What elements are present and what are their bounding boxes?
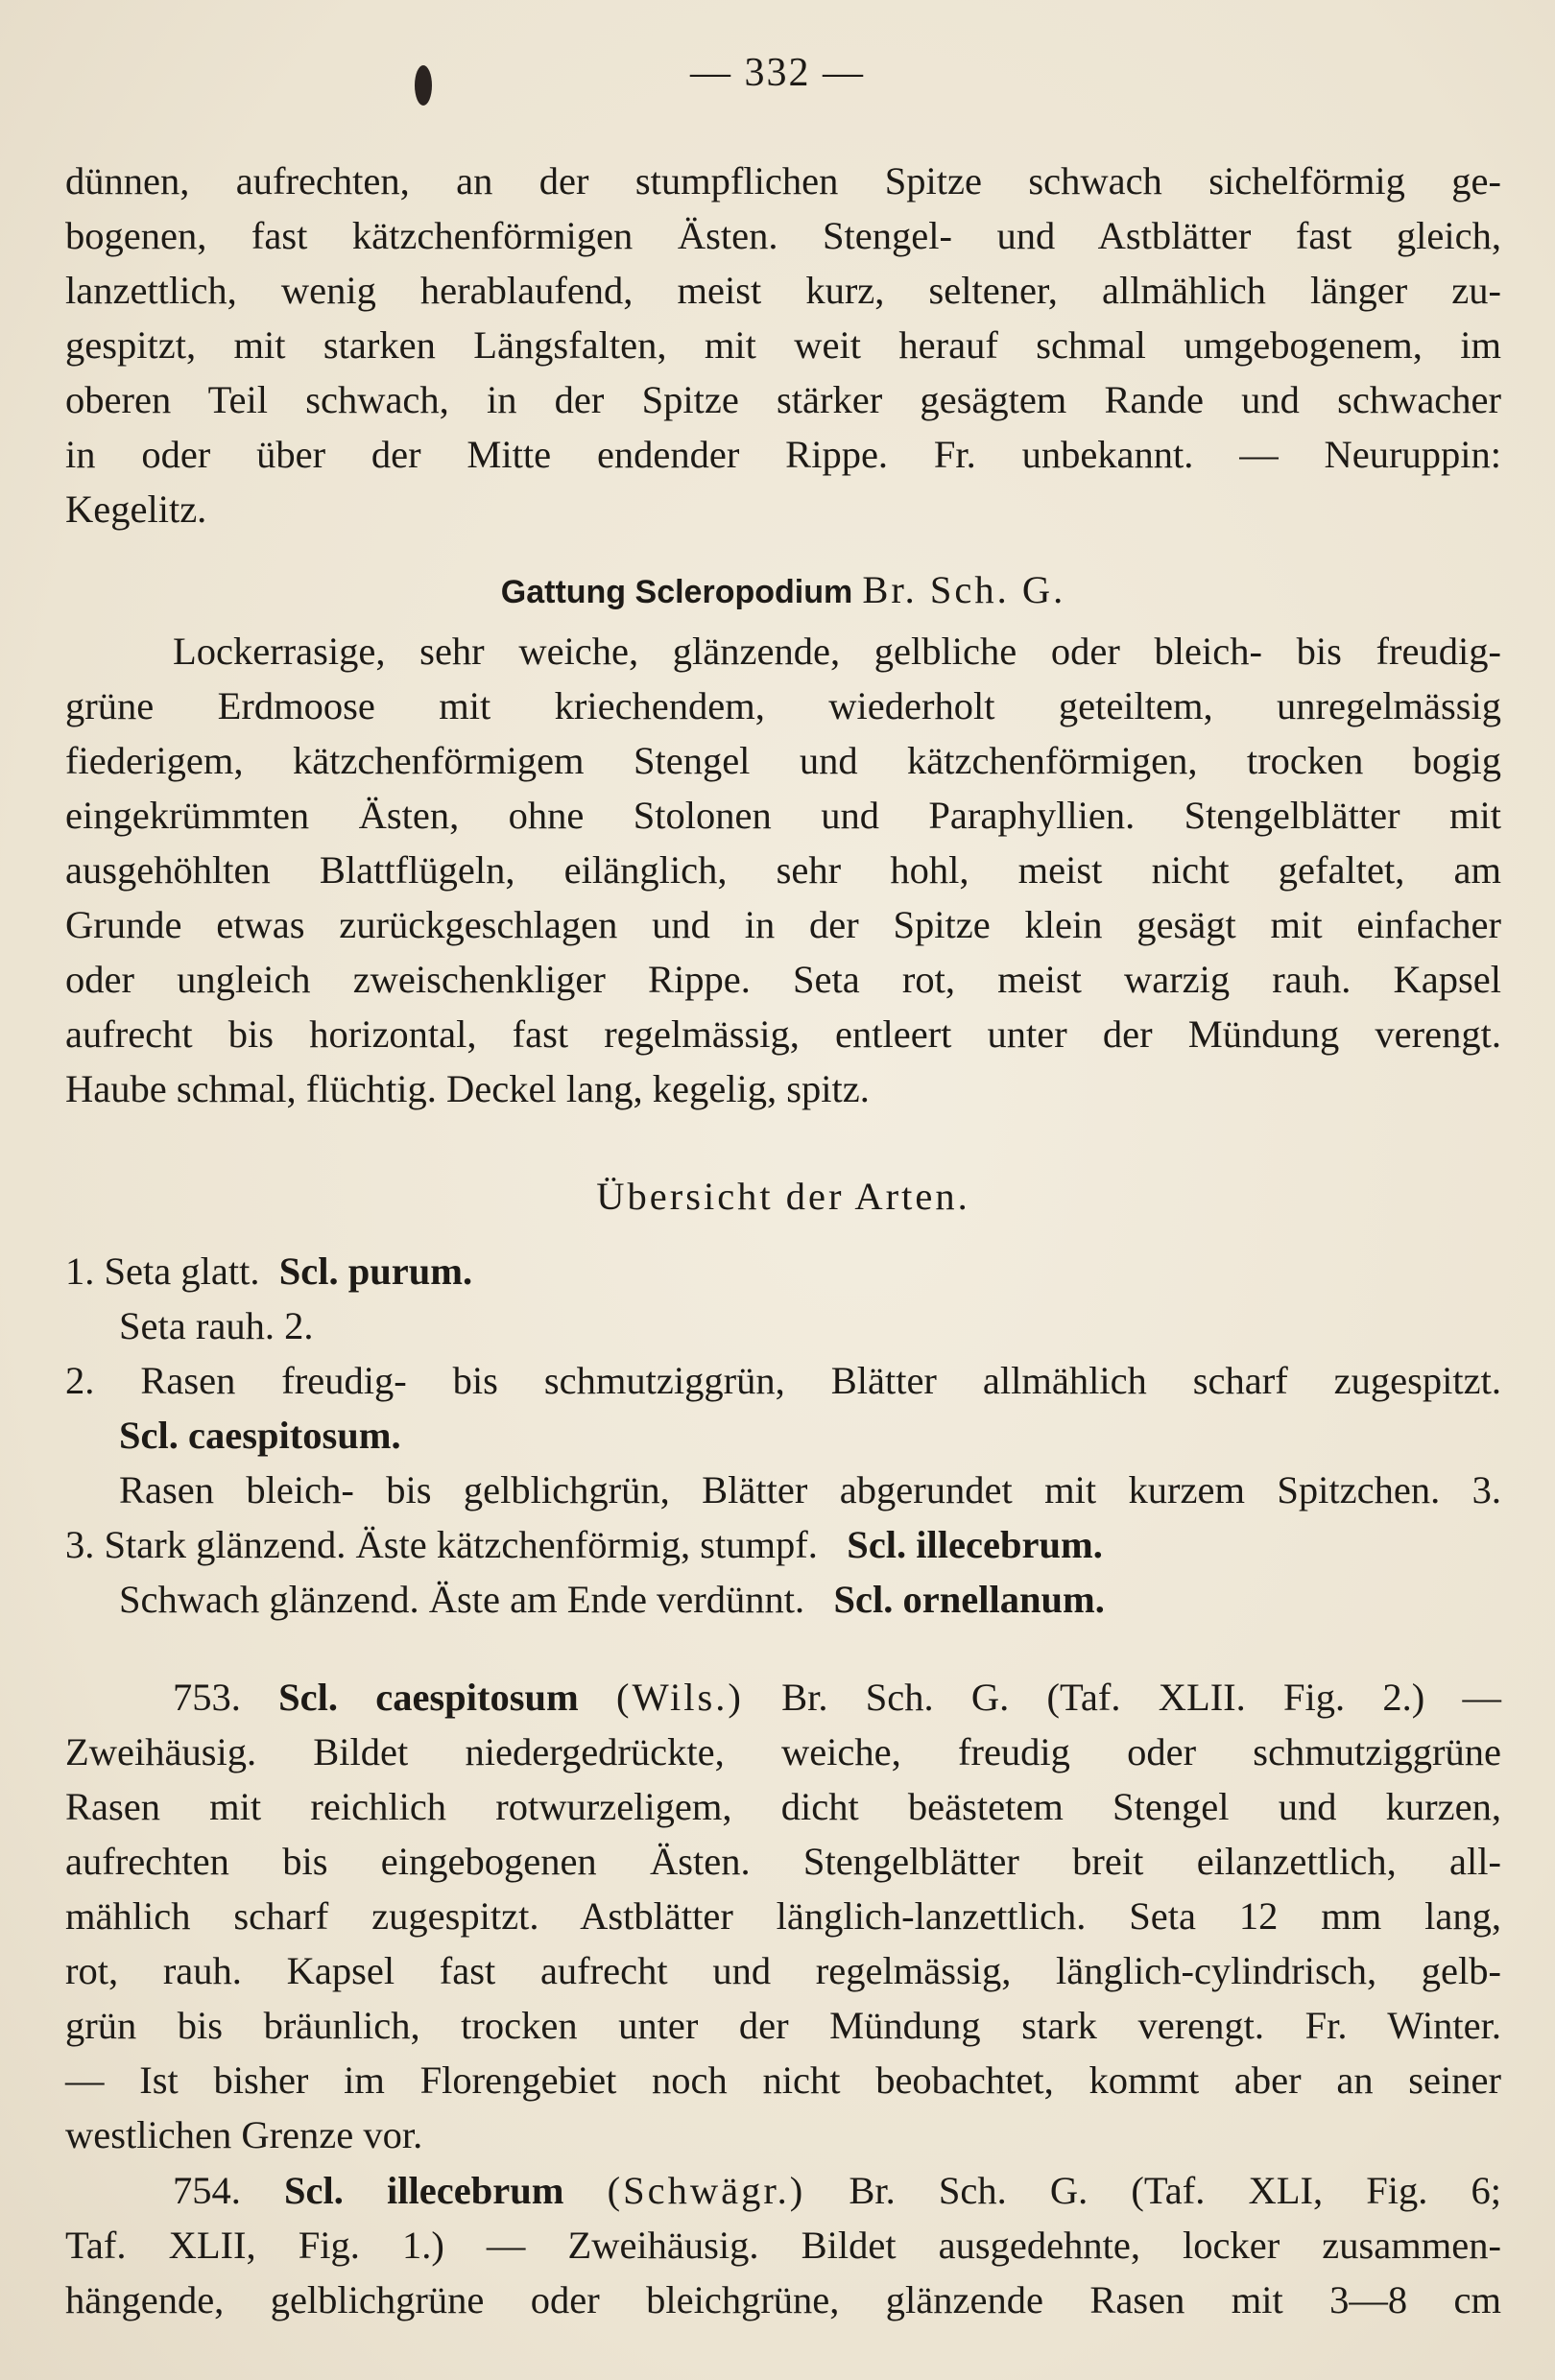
key-3a: 3. Stark glänzend. Äste kätzchenförmig, stumpf. xyxy=(65,1523,818,1566)
text-line: fiederigem, kätzchenförmigem Stengel und kätzchenförmigen, trocken bogig xyxy=(65,739,1501,782)
key-3b: Schwach glänzend. Äste am Ende verdünnt. xyxy=(119,1578,805,1621)
text-line: aufrechten bis eingebogenen Ästen. Stengelblätter breit eilanzettlich, all- xyxy=(65,1840,1501,1883)
text-line: oder ungleich zweischenkliger Rippe. Seta rot, meist warzig rauh. Kapsel xyxy=(65,958,1501,1001)
species-name: Scl. caespitosum xyxy=(278,1676,579,1719)
key-entry xyxy=(65,1244,1501,1298)
species-number: 753. xyxy=(173,1676,241,1719)
text-line: Zweihäusig. Bildet niedergedrückte, weiche, freudig oder schmutziggrüne xyxy=(65,1730,1501,1773)
genus-description xyxy=(65,624,1501,1116)
text-line: bogenen, fast kätzchenförmigen Ästen. Stengel- und Astblätter fast gleich, xyxy=(65,214,1501,257)
genus-authors: Br. Sch. G. xyxy=(862,568,1066,611)
text-line: westlichen Grenze vor. xyxy=(65,2113,423,2156)
text-line: — Ist bisher im Florengebiet noch nicht beobachtet, kommt aber an seiner xyxy=(65,2059,1501,2102)
key-3b-name: Scl. ornellanum. xyxy=(833,1578,1105,1621)
species-headline xyxy=(65,2163,1501,2218)
text-line: Rasen mit reichlich rotwurzeligem, dicht beästetem Stengel und kurzen, xyxy=(65,1785,1501,1828)
intro-paragraph xyxy=(65,154,1501,536)
key-1a-name: Scl. purum. xyxy=(278,1250,473,1293)
species-name: Scl. illecebrum xyxy=(284,2169,564,2212)
text-line: Kegelitz. xyxy=(65,488,207,531)
text-line: eingekrümmten Ästen, ohne Stolonen und Paraphyllien. Stengelblätter mit xyxy=(65,794,1501,837)
key-entry xyxy=(65,1572,1501,1627)
text-line: hängende, gelblichgrüne oder bleichgrüne, glänzende Rasen mit 3—8 cm xyxy=(65,2278,1501,2321)
page-number: — 332 — xyxy=(690,51,865,95)
key-3a-name: Scl. illecebrum. xyxy=(847,1523,1103,1566)
species-headline xyxy=(65,1670,1501,1725)
key-1a: 1. Seta glatt. xyxy=(65,1250,260,1293)
text-line: grün bis bräunlich, trocken unter der Mündung stark verengt. Fr. Winter. xyxy=(65,2004,1501,2047)
key-title: Übersicht der Arten. xyxy=(596,1175,970,1218)
text-line: oberen Teil schwach, in der Spitze stärker gesägtem Rande und schwacher xyxy=(65,378,1501,421)
text-line: grüne Erdmoose mit kriechendem, wiederholt geteiltem, unregelmässig xyxy=(65,684,1501,727)
key-2a-name: Scl. caespitosum. xyxy=(119,1414,401,1457)
key-entry: 2. Rasen freudig- bis schmutziggrün, Blätter allmählich scharf zugespitzt. xyxy=(65,1359,1501,1402)
species-author: (Schwägr.) xyxy=(607,2169,806,2212)
key-entry: Seta rauh. 2. xyxy=(119,1304,314,1347)
text-line: Haube schmal, flüchtig. Deckel lang, kegelig, spitz. xyxy=(65,1067,870,1110)
key-entry xyxy=(65,1517,1501,1572)
species-number: 754. xyxy=(173,2169,241,2212)
text-line: rot, rauh. Kapsel fast aufrecht und regelmässig, länglich-cylindrisch, gelb- xyxy=(65,1949,1501,1992)
species-753 xyxy=(65,1670,1501,2162)
text-line: lanzettlich, wenig herablaufend, meist kurz, seltener, allmählich länger zu- xyxy=(65,269,1501,312)
text-line: dünnen, aufrechten, an der stumpflichen Spitze schwach sichelförmig ge- xyxy=(65,159,1501,202)
species-ref: Br. Sch. G. (Taf. XLII. Fig. 2.) — xyxy=(781,1676,1501,1719)
text-line: in oder über der Mitte endender Rippe. Fr. unbekannt. — Neuruppin: xyxy=(65,433,1501,476)
species-754 xyxy=(65,2163,1501,2327)
key-heading xyxy=(65,1169,1501,1224)
text-line: ausgehöhlten Blattflügeln, eilänglich, sehr hohl, meist nicht gefaltet, am xyxy=(65,848,1501,892)
genus-label: Gattung Scleropodium xyxy=(500,574,853,610)
text-line: Taf. XLII, Fig. 1.) — Zweihäusig. Bildet ausgedehnte, locker zusammen- xyxy=(65,2224,1501,2267)
text-line: Grunde etwas zurückgeschlagen und in der Spitze klein gesägt mit einfacher xyxy=(65,903,1501,946)
text-line: aufrecht bis horizontal, fast regelmässig, entleert unter der Mündung verengt. xyxy=(65,1012,1501,1056)
text-line: Lockerrasige, sehr weiche, glänzende, gelbliche oder bleich- bis freudig- xyxy=(173,630,1501,673)
species-author: (Wils.) xyxy=(615,1676,744,1719)
key-entry: Rasen bleich- bis gelblichgrün, Blätter abgerundet mit kurzem Spitzchen. 3. xyxy=(119,1468,1501,1511)
species-key xyxy=(65,1244,1501,1627)
text-line: mählich scharf zugespitzt. Astblätter länglich-lanzettlich. Seta 12 mm lang, xyxy=(65,1894,1501,1938)
genus-heading xyxy=(65,562,1501,617)
text-line: gespitzt, mit starken Längsfalten, mit weit herauf schmal umgebogenem, im xyxy=(65,323,1501,367)
species-ref: Br. Sch. G. (Taf. XLI, Fig. 6; xyxy=(849,2169,1502,2212)
